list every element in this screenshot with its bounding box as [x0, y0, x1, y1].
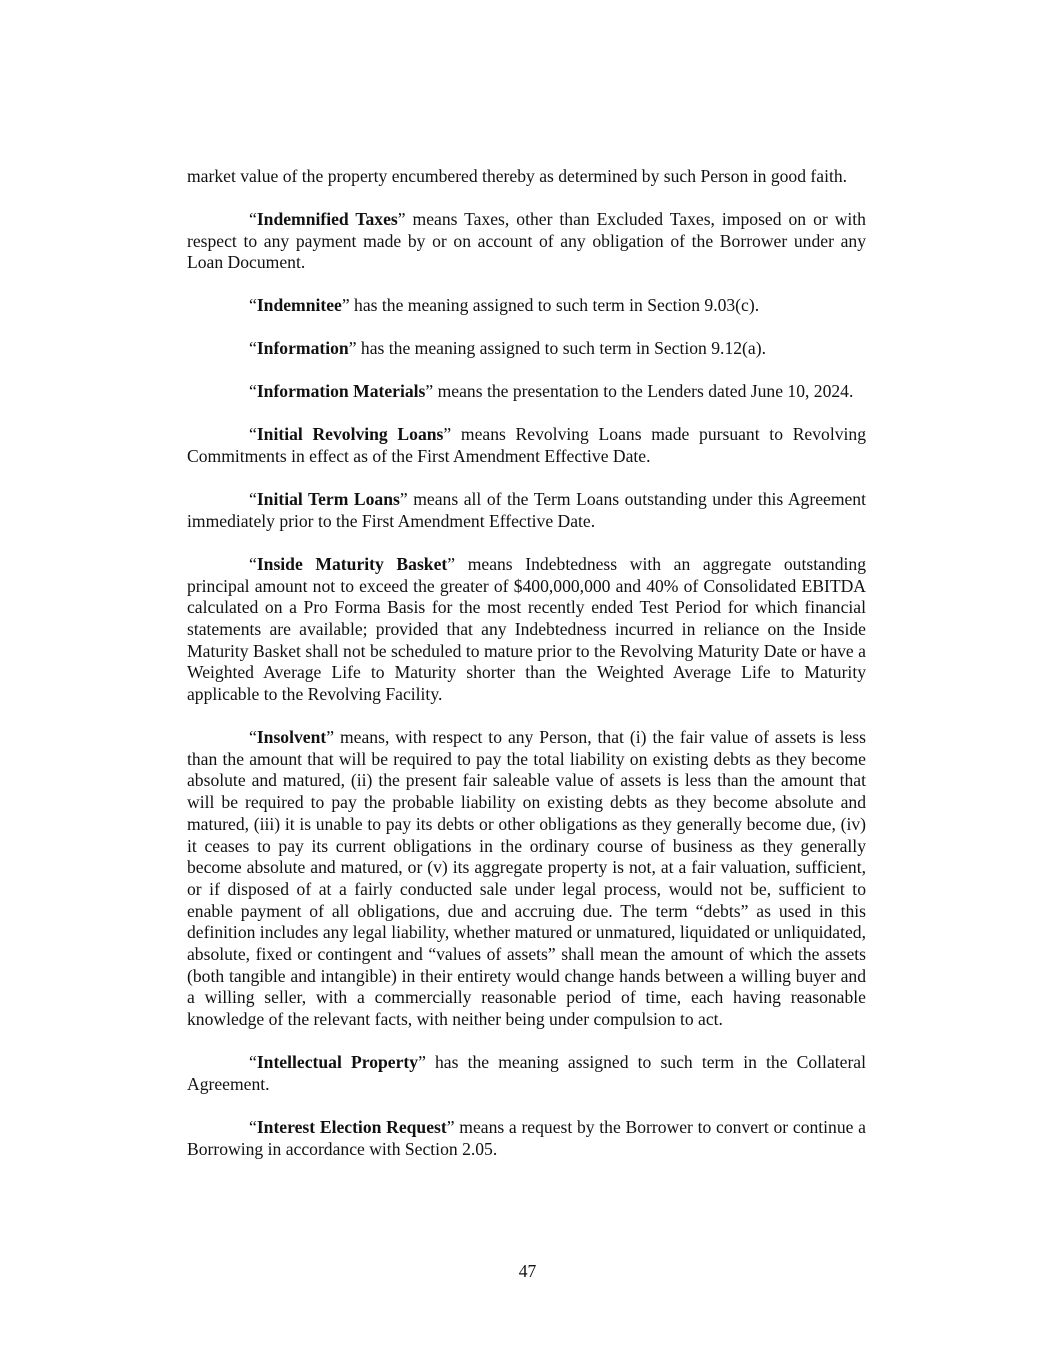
definition-indemnified-taxes: “Indemnified Taxes” means Taxes, other than Excluded Taxes, imposed on or with respect to any payment made by or on account of any obligation of the Borrower under any Loan Document.: [187, 209, 866, 273]
definition-text: has the meaning assigned to such term in Section 9.12(a).: [356, 338, 766, 359]
definition-text: means Indebtedness with an aggregate outstanding principal amount not to exceed the greater of $400,000,000 and 40% of Consolidated EBITDA calculated on a Pro Forma Basis for the most recently ended Test Period for which financial statements are available; provided that any Indebtedness incurred in reliance on the Inside Maturity Basket shall not be scheduled to mature prior to the Revolving Maturity Date or have a Weighted Average Life to Maturity shorter than the Weighted Average Life to Maturity applicable to the Revolving Facility.: [187, 553, 866, 705]
definition-text: means all of the Term Loans outstanding under this Agreement immediately prior to the First Amendment Effective Date.: [187, 489, 866, 531]
page-number: 47: [518, 1261, 537, 1281]
definition-initial-revolving-loans: “Initial Revolving Loans” means Revolving Loans made pursuant to Revolving Commitments in effect as of the First Amendment Effective Date.: [187, 424, 866, 467]
defined-term: Indemnified Taxes: [256, 209, 398, 229]
defined-term: Insolvent: [256, 727, 327, 748]
definition-information-materials: “Information Materials” means the presentation to the Lenders dated June 10, 2024.: [249, 381, 854, 402]
definition-text: has the meaning assigned to such term in Section 9.03(c).: [349, 295, 760, 316]
defined-term: Intellectual Property: [256, 1052, 419, 1073]
definition-text: means a request by the Borrower to convert or continue a Borrowing in accordance with Section 2.05.: [187, 1116, 866, 1159]
defined-term: Information: [256, 338, 349, 359]
defined-term: Initial Term Loans: [256, 489, 400, 510]
definition-text: has the meaning assigned to such term in the Collateral Agreement.: [187, 1052, 867, 1094]
defined-term: Initial Revolving Loans: [256, 424, 444, 445]
definition-information: “Information” has the meaning assigned to such term in Section 9.12(a).: [249, 338, 766, 359]
defined-term: Information Materials: [256, 381, 426, 402]
definition-inside-maturity-basket: “Inside Maturity Basket” means Indebtedness with an aggregate outstanding principal amount not to exceed the greater of $400,000,000 and 40% of Consolidated EBITDA calculated on a Pro Forma Basis for the most recently ended Test Period for which financial statements are available; provided that any Indebtedness incurred in reliance on the Inside Maturity Basket shall not be scheduled to mature prior to the Revolving Maturity Date or have a Weighted Average Life to Maturity shorter than the Weighted Average Life to Maturity applicable to the Revolving Facility.: [187, 553, 866, 705]
definition-initial-term-loans: “Initial Term Loans” means all of the Term Loans outstanding under this Agreement immediately prior to the First Amendment Effective Date.: [187, 489, 866, 531]
definition-intellectual-property: “Intellectual Property” has the meaning assigned to such term in the Collateral Agreement.: [187, 1052, 867, 1094]
paragraph-text: market value of the property encumbered thereby as determined by such Person in good faith.: [187, 166, 848, 186]
definition-text: means, with respect to any Person, that (i) the fair value of assets is less than the amount that will be required to pay the total liability on existing debts as they become absolute and matured, (ii) the present fair saleable value of assets is less than the amount that will be required to pay the probable liability on existing debts as they become absolute and matured, (iii) it is unable to pay its debts or other obligations as they generally become due, (iv) it ceases to pay its current obligations in the ordinary course of business as they generally become absolute and matured, or (v) its aggregate property is not, at a fair valuation, sufficient, or if disposed of at a fairly conducted sale under legal process, would not be, sufficient to enable payment of all obligations, due and accruing due. The term “debts” as used in this definition includes any legal liability, whether matured or unmatured, liquidated or unliquidated, absolute, fixed or contingent and “values of assets” shall mean the amount of which the assets (both tangible and intangible) in their entirety would change hands between a willing buyer and a willing seller, with a commercially reasonable period of time, each having reasonable knowledge of the relevant facts, with neither being under compulsion to act.: [187, 727, 866, 1030]
definition-insolvent: “Insolvent” means, with respect to any Person, that (i) the fair value of assets is less than the amount that will be required to pay the total liability on existing debts as they become absolute and matured, (ii) the present fair saleable value of assets is less than the amount that will be required to pay the probable liability on existing debts as they become absolute and matured, (iii) it is unable to pay its debts or other obligations as they generally become due, (iv) it ceases to pay its current obligations in the ordinary course of business as they generally become absolute and matured, or (v) its aggregate property is not, at a fair valuation, sufficient, or if disposed of at a fairly conducted sale under legal process, would not be, sufficient to enable payment of all obligations, due and accruing due. The term “debts” as used in this definition includes any legal liability, whether matured or unmatured, liquidated or unliquidated, absolute, fixed or contingent and “values of assets” shall mean the amount of which the assets (both tangible and intangible) in their entirety would change hands between a willing buyer and a willing seller, with a commercially reasonable period of time, each having reasonable knowledge of the relevant facts, with neither being under compulsion to act.: [187, 727, 866, 1030]
definition-indemnitee: “Indemnitee” has the meaning assigned to such term in Section 9.03(c).: [249, 295, 760, 316]
definition-text: means Taxes, other than Excluded Taxes, imposed on or with respect to any payment made by or on account of any obligation of the Borrower under any Loan Document.: [187, 209, 866, 273]
definition-text: means the presentation to the Lenders dated June 10, 2024.: [433, 381, 854, 402]
definitions-body: [187, 166, 866, 1182]
paragraph-continuation: [187, 166, 866, 188]
defined-term: Interest Election Request: [256, 1116, 447, 1137]
defined-term: Inside Maturity Basket: [256, 553, 448, 574]
definition-interest-election-request: “Interest Election Request” means a request by the Borrower to convert or continue a Borrowing in accordance with Section 2.05.: [187, 1116, 866, 1159]
defined-term: Indemnitee: [256, 295, 342, 316]
definition-text: means Revolving Loans made pursuant to Revolving Commitments in effect as of the First Amendment Effective Date.: [187, 424, 866, 467]
